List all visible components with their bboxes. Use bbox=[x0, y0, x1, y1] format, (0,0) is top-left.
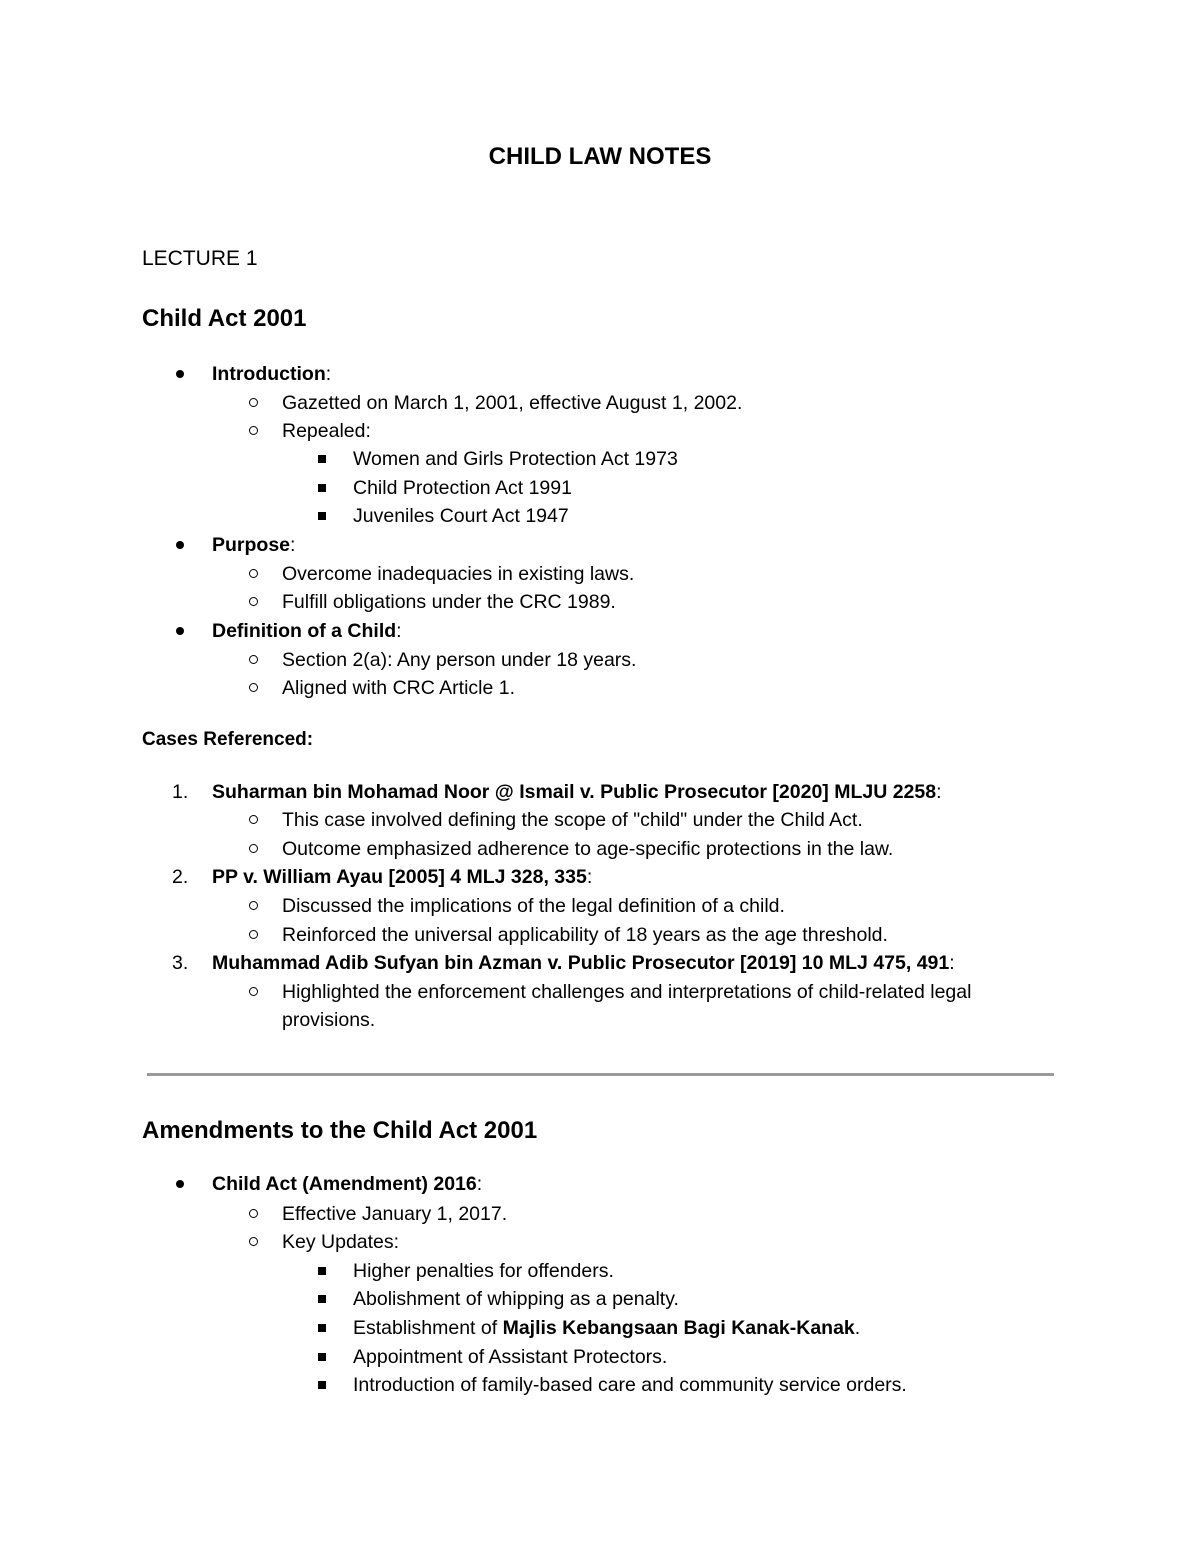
list-item bbox=[0, 502, 1200, 530]
item-label: Child Act (Amendment) 2016 bbox=[212, 1173, 477, 1195]
item-text: Juveniles Court Act 1947 bbox=[353, 505, 569, 527]
list-item bbox=[0, 445, 1200, 473]
circle-bullet-icon bbox=[249, 683, 258, 692]
circle-bullet-icon bbox=[249, 930, 258, 939]
item-text: Child Protection Act 1991 bbox=[353, 477, 572, 499]
square-bullet-icon bbox=[318, 484, 326, 492]
section-heading-amendments: Amendments to the Child Act 2001 bbox=[142, 1117, 538, 1144]
list-item bbox=[0, 921, 1200, 949]
list-item bbox=[0, 1343, 1200, 1371]
case-name: PP v. William Ayau [2005] 4 MLJ 328, 335 bbox=[212, 866, 587, 888]
circle-bullet-icon bbox=[249, 426, 258, 435]
list-item: 3. Muhammad Adib Sufyan bin Azman v. Public Prosecutor [2019] 10 MLJ 475, 491: bbox=[0, 949, 1200, 977]
list-item bbox=[0, 646, 1200, 674]
item-number: 2. bbox=[172, 866, 189, 888]
square-bullet-icon bbox=[318, 512, 326, 520]
list-item: 2. PP v. William Ayau [2005] 4 MLJ 328, 335: bbox=[0, 863, 1200, 891]
list-item: 1. Suharman bin Mohamad Noor @ Ismail v. Public Prosecutor [2020] MLJU 2258: bbox=[0, 778, 1200, 806]
item-text: Key Updates: bbox=[282, 1231, 400, 1253]
item-text: Abolishment of whipping as a penalty. bbox=[353, 1288, 679, 1310]
circle-bullet-icon bbox=[249, 987, 258, 996]
item-label: Purpose bbox=[212, 534, 291, 556]
section-heading-child-act: Child Act 2001 bbox=[142, 305, 307, 332]
circle-bullet-icon bbox=[249, 1209, 258, 1218]
item-text: Overcome inadequacies in existing laws. bbox=[282, 563, 635, 585]
item-text: Highlighted the enforcement challenges and interpretations of child-related legal bbox=[282, 981, 972, 1003]
lecture-label: LECTURE 1 bbox=[142, 247, 258, 270]
list-item bbox=[0, 1285, 1200, 1313]
square-bullet-icon bbox=[318, 1353, 326, 1361]
list-item: Child Act (Amendment) 2016: bbox=[0, 1170, 1200, 1198]
item-label: Definition of a Child bbox=[212, 620, 397, 642]
item-text: Appointment of Assistant Protectors. bbox=[353, 1346, 668, 1368]
list-item: Establishment of Majlis Kebangsaan Bagi Kanak-Kanak. bbox=[0, 1314, 1200, 1342]
circle-bullet-icon bbox=[249, 901, 258, 910]
bullet-icon bbox=[176, 1180, 184, 1188]
square-bullet-icon bbox=[318, 455, 326, 463]
horizontal-divider bbox=[147, 1073, 1054, 1076]
circle-bullet-icon bbox=[249, 844, 258, 853]
list-item-continuation bbox=[0, 1006, 1200, 1034]
list-item bbox=[0, 674, 1200, 702]
item-text: Effective January 1, 2017. bbox=[282, 1203, 508, 1225]
item-text: Introduction of family-based care and community service orders. bbox=[353, 1374, 907, 1396]
list-item bbox=[0, 806, 1200, 834]
item-text: Gazetted on March 1, 2001, effective August 1, 2002. bbox=[282, 392, 743, 414]
list-item bbox=[0, 1228, 1200, 1256]
bullet-icon bbox=[176, 370, 184, 378]
item-text: Women and Girls Protection Act 1973 bbox=[353, 448, 678, 470]
item-text: Reinforced the universal applicability of 18 years as the age threshold. bbox=[282, 924, 888, 946]
circle-bullet-icon bbox=[249, 815, 258, 824]
item-text: This case involved defining the scope of "child" under the Child Act. bbox=[282, 809, 863, 831]
item-text: Fulfill obligations under the CRC 1989. bbox=[282, 591, 616, 613]
item-text: Aligned with CRC Article 1. bbox=[282, 677, 516, 699]
list-item: Definition of a Child: bbox=[0, 617, 1200, 645]
list-item bbox=[0, 1371, 1200, 1399]
list-item: Introduction: bbox=[0, 360, 1200, 388]
item-label: Majlis Kebangsaan Bagi Kanak-Kanak bbox=[502, 1317, 855, 1339]
cases-heading: Cases Referenced: bbox=[142, 729, 314, 750]
list-item: Purpose: bbox=[0, 531, 1200, 559]
item-text: Section 2(a): Any person under 18 years. bbox=[282, 649, 637, 671]
circle-bullet-icon bbox=[249, 1237, 258, 1246]
square-bullet-icon bbox=[318, 1324, 326, 1332]
list-item bbox=[0, 560, 1200, 588]
square-bullet-icon bbox=[318, 1295, 326, 1303]
list-item bbox=[0, 417, 1200, 445]
bullet-icon bbox=[176, 627, 184, 635]
case-name: Suharman bin Mohamad Noor @ Ismail v. Public Prosecutor [2020] MLJU 2258 bbox=[212, 781, 937, 803]
document-title: CHILD LAW NOTES bbox=[488, 143, 712, 170]
list-item bbox=[0, 1200, 1200, 1228]
item-text: Outcome emphasized adherence to age-specific protections in the law. bbox=[282, 838, 894, 860]
item-text: Repealed: bbox=[282, 420, 371, 442]
list-item bbox=[0, 1257, 1200, 1285]
circle-bullet-icon bbox=[249, 569, 258, 578]
item-text: Higher penalties for offenders. bbox=[353, 1260, 614, 1282]
item-number: 3. bbox=[172, 952, 189, 974]
circle-bullet-icon bbox=[249, 597, 258, 606]
list-item bbox=[0, 835, 1200, 863]
square-bullet-icon bbox=[318, 1381, 326, 1389]
list-item bbox=[0, 389, 1200, 417]
list-item bbox=[0, 978, 1200, 1006]
list-item bbox=[0, 588, 1200, 616]
list-item bbox=[0, 474, 1200, 502]
case-name: Muhammad Adib Sufyan bin Azman v. Public Prosecutor [2019] 10 MLJ 475, 491 bbox=[212, 952, 950, 974]
circle-bullet-icon bbox=[249, 398, 258, 407]
bullet-icon bbox=[176, 541, 184, 549]
item-text: Discussed the implications of the legal definition of a child. bbox=[282, 895, 785, 917]
item-number: 1. bbox=[172, 781, 189, 803]
item-label: Introduction bbox=[212, 363, 326, 385]
square-bullet-icon bbox=[318, 1267, 326, 1275]
item-text: provisions. bbox=[282, 1009, 376, 1031]
list-item bbox=[0, 892, 1200, 920]
circle-bullet-icon bbox=[249, 655, 258, 664]
